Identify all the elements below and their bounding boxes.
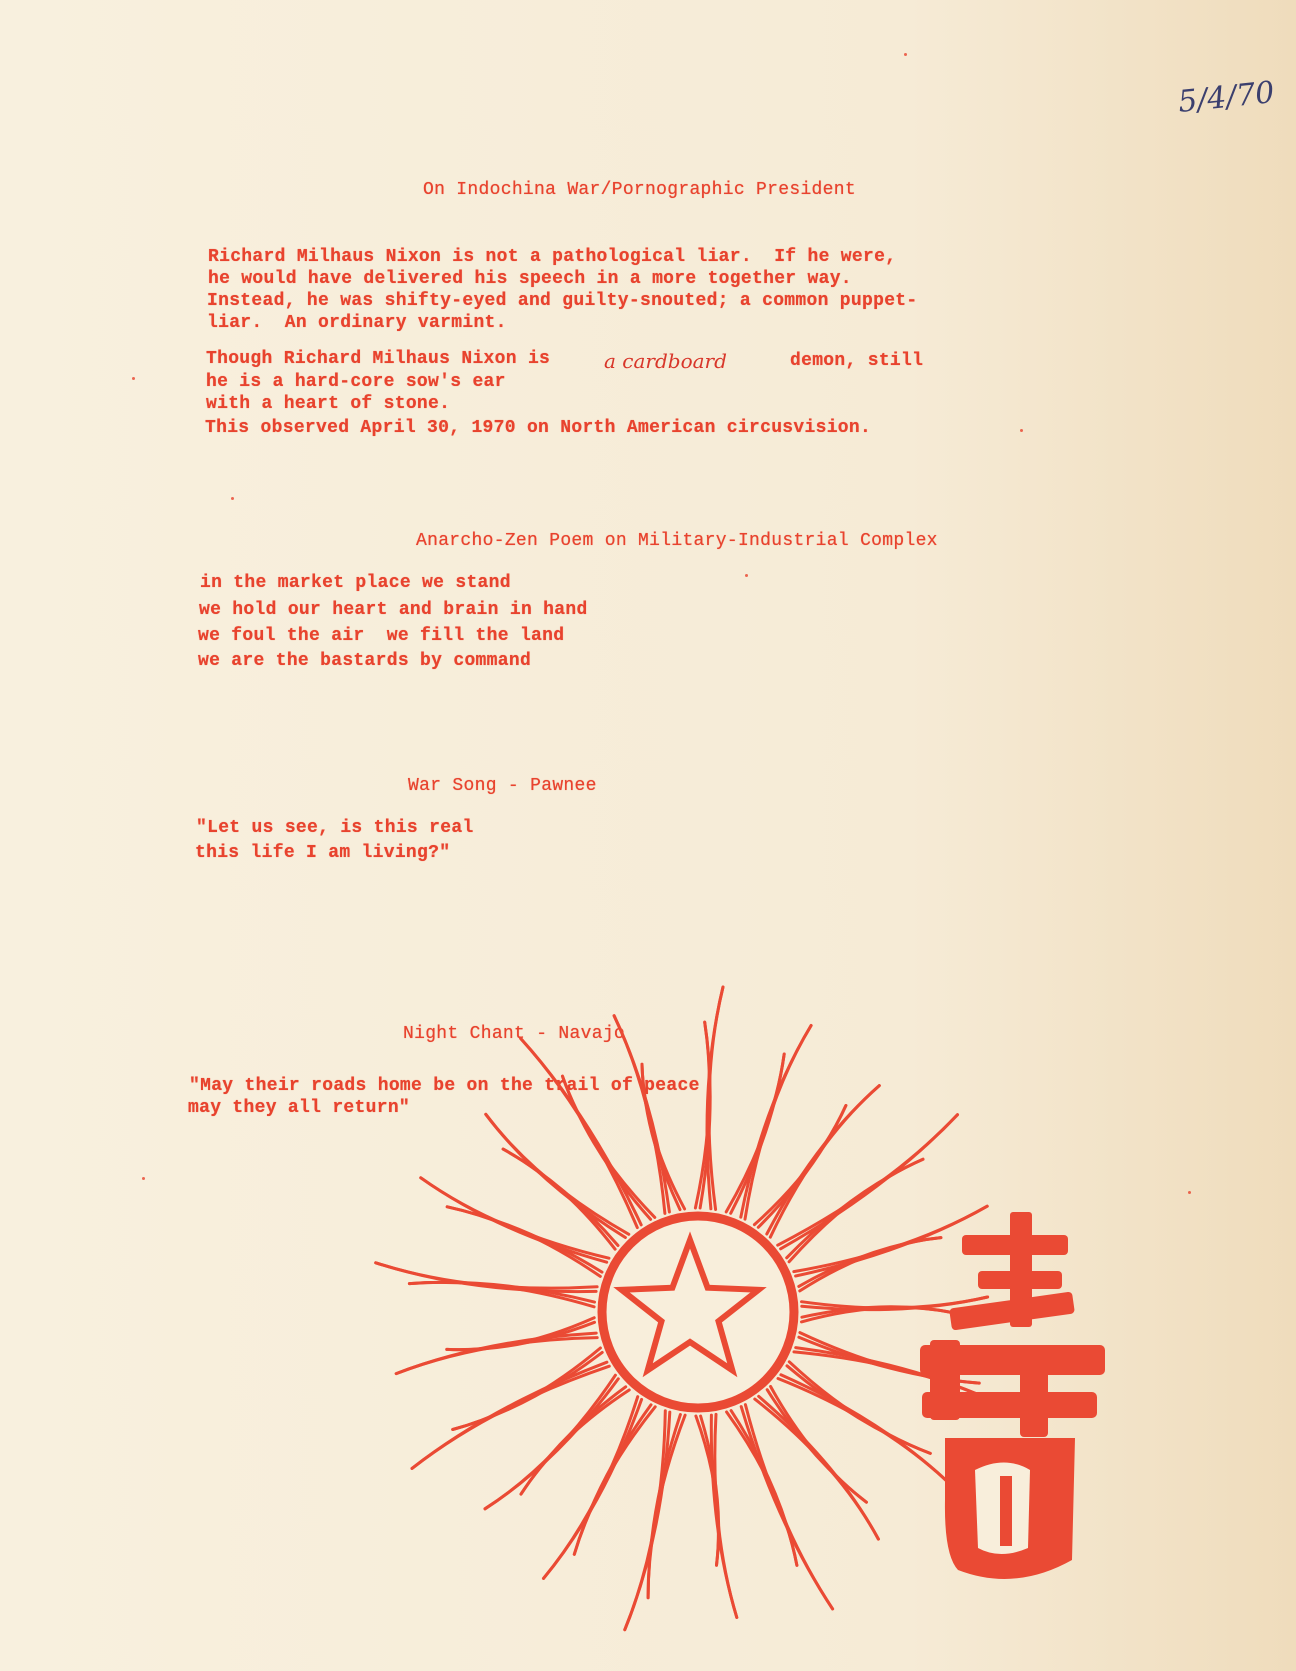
section1-line: liar. An ordinary varmint. bbox=[207, 313, 507, 333]
section1-title: On Indochina War/Pornographic President bbox=[423, 180, 856, 200]
section2-line: we hold our heart and brain in hand bbox=[199, 600, 588, 620]
handwritten-insert: a cardboard bbox=[604, 349, 727, 373]
section3-title: War Song - Pawnee bbox=[408, 776, 597, 796]
section2-line: we foul the air we fill the land bbox=[198, 626, 565, 646]
section2-line: in the market place we stand bbox=[200, 573, 511, 593]
section4-line: "May their roads home be on the trail of peace bbox=[189, 1076, 700, 1096]
section1-line: Instead, he was shifty-eyed and guilty-snouted; a common puppet- bbox=[207, 291, 918, 311]
section4-line: may they all return" bbox=[188, 1098, 411, 1118]
section1-line: he is a hard-core sow's ear bbox=[206, 372, 506, 392]
handwritten-date: 5/4/70 bbox=[1176, 75, 1277, 120]
section1-line: he would have delivered his speech in a more together way. bbox=[208, 269, 852, 289]
section1-line-end: demon, still bbox=[790, 351, 924, 371]
section1-line: This observed April 30, 1970 on North American circusvision. bbox=[205, 418, 872, 438]
section3-line: "Let us see, is this real bbox=[196, 818, 474, 838]
section2-title: Anarcho-Zen Poem on Military-Industrial Complex bbox=[416, 531, 938, 551]
section4-title: Night Chant - Navajo bbox=[403, 1024, 626, 1044]
section1-line: Though Richard Milhaus Nixon is bbox=[206, 349, 551, 369]
section1-line: with a heart of stone. bbox=[206, 394, 451, 414]
section3-line: this life I am living?" bbox=[195, 843, 451, 863]
section2-line: we are the bastards by command bbox=[198, 651, 532, 671]
section1-line: Richard Milhaus Nixon is not a pathological liar. If he were, bbox=[208, 247, 897, 267]
